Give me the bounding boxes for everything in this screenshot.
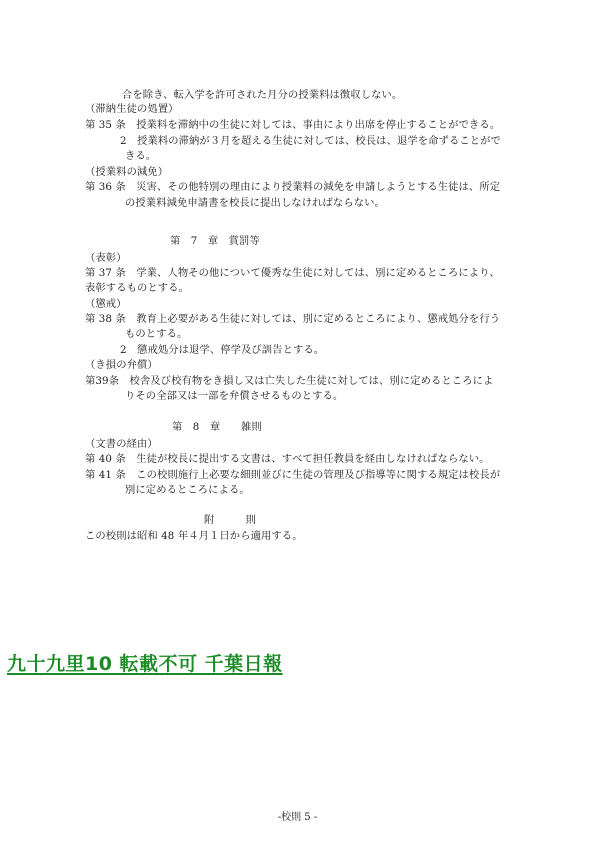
article-35-paragraph-2: 2 授業料の滞納が３月を超える生徒に対しては、校長は、退学を命ずることがで	[120, 135, 501, 147]
watermark-stamp: 九十九里10 転載不可 千葉日報	[7, 653, 283, 675]
chapter-heading: 第 8 章 雑則	[172, 421, 262, 433]
text-line: りその全部又は一部を弁償させるものとする。	[125, 390, 344, 402]
article-39: 第39条 校舎及び校有物をき損し又は亡失した生徒に対しては、別に定めるところによ	[85, 375, 494, 387]
article-38-paragraph-2: 2 懲戒処分は退学、停学及び訓告とする。	[120, 344, 325, 356]
text-line: 合を除き、転入学を許可された月分の授業料は徴収しない。	[122, 89, 403, 101]
section-heading: （滞納生徒の処置）	[85, 103, 179, 115]
supplementary-text: この校則は昭和 48 年４月１日から適用する。	[85, 530, 303, 542]
chapter-heading: 第 7 章 賞罰等	[170, 235, 260, 247]
article-40: 第 40 条 生徒が校長に提出する文書は、すべて担任教員を経由しなければならない。	[85, 453, 490, 465]
section-heading: （授業料の減免）	[85, 166, 169, 178]
article-38: 第 38 条 教育上必要がある生徒に対しては、別に定めるところにより、懲戒処分を行う	[85, 313, 501, 325]
section-heading: （文書の経由）	[85, 438, 158, 450]
text-line: 表彰するものとする。	[85, 282, 189, 294]
section-heading: （表彰）	[85, 252, 127, 264]
text-line: の授業料減免申請書を校長に提出しなければならない。	[125, 197, 385, 209]
text-line: ものとする。	[125, 328, 188, 340]
section-heading: （懲戒）	[85, 298, 127, 310]
article-41: 第 41 条 この校則施行上必要な細則並びに生徒の管理及び指導等に関する規定は校長が	[85, 469, 501, 481]
supplementary-heading: 附 則	[204, 514, 256, 526]
page-number: -校則 5 -	[277, 812, 318, 823]
article-35: 第 35 条 授業料を滞納中の生徒に対しては、事由により出席を停止することができる。	[85, 119, 501, 131]
section-heading: （き損の弁償）	[85, 359, 158, 371]
article-36: 第 36 条 災害、その他特別の理由により授業料の減免を申請しようとする生徒は、所定	[85, 181, 501, 193]
article-37: 第 37 条 学業、人物その他について優秀な生徒に対しては、別に定めるところにより、	[85, 267, 500, 279]
text-line: 別に定めるところによる。	[125, 484, 250, 496]
text-line: きる。	[125, 150, 157, 162]
